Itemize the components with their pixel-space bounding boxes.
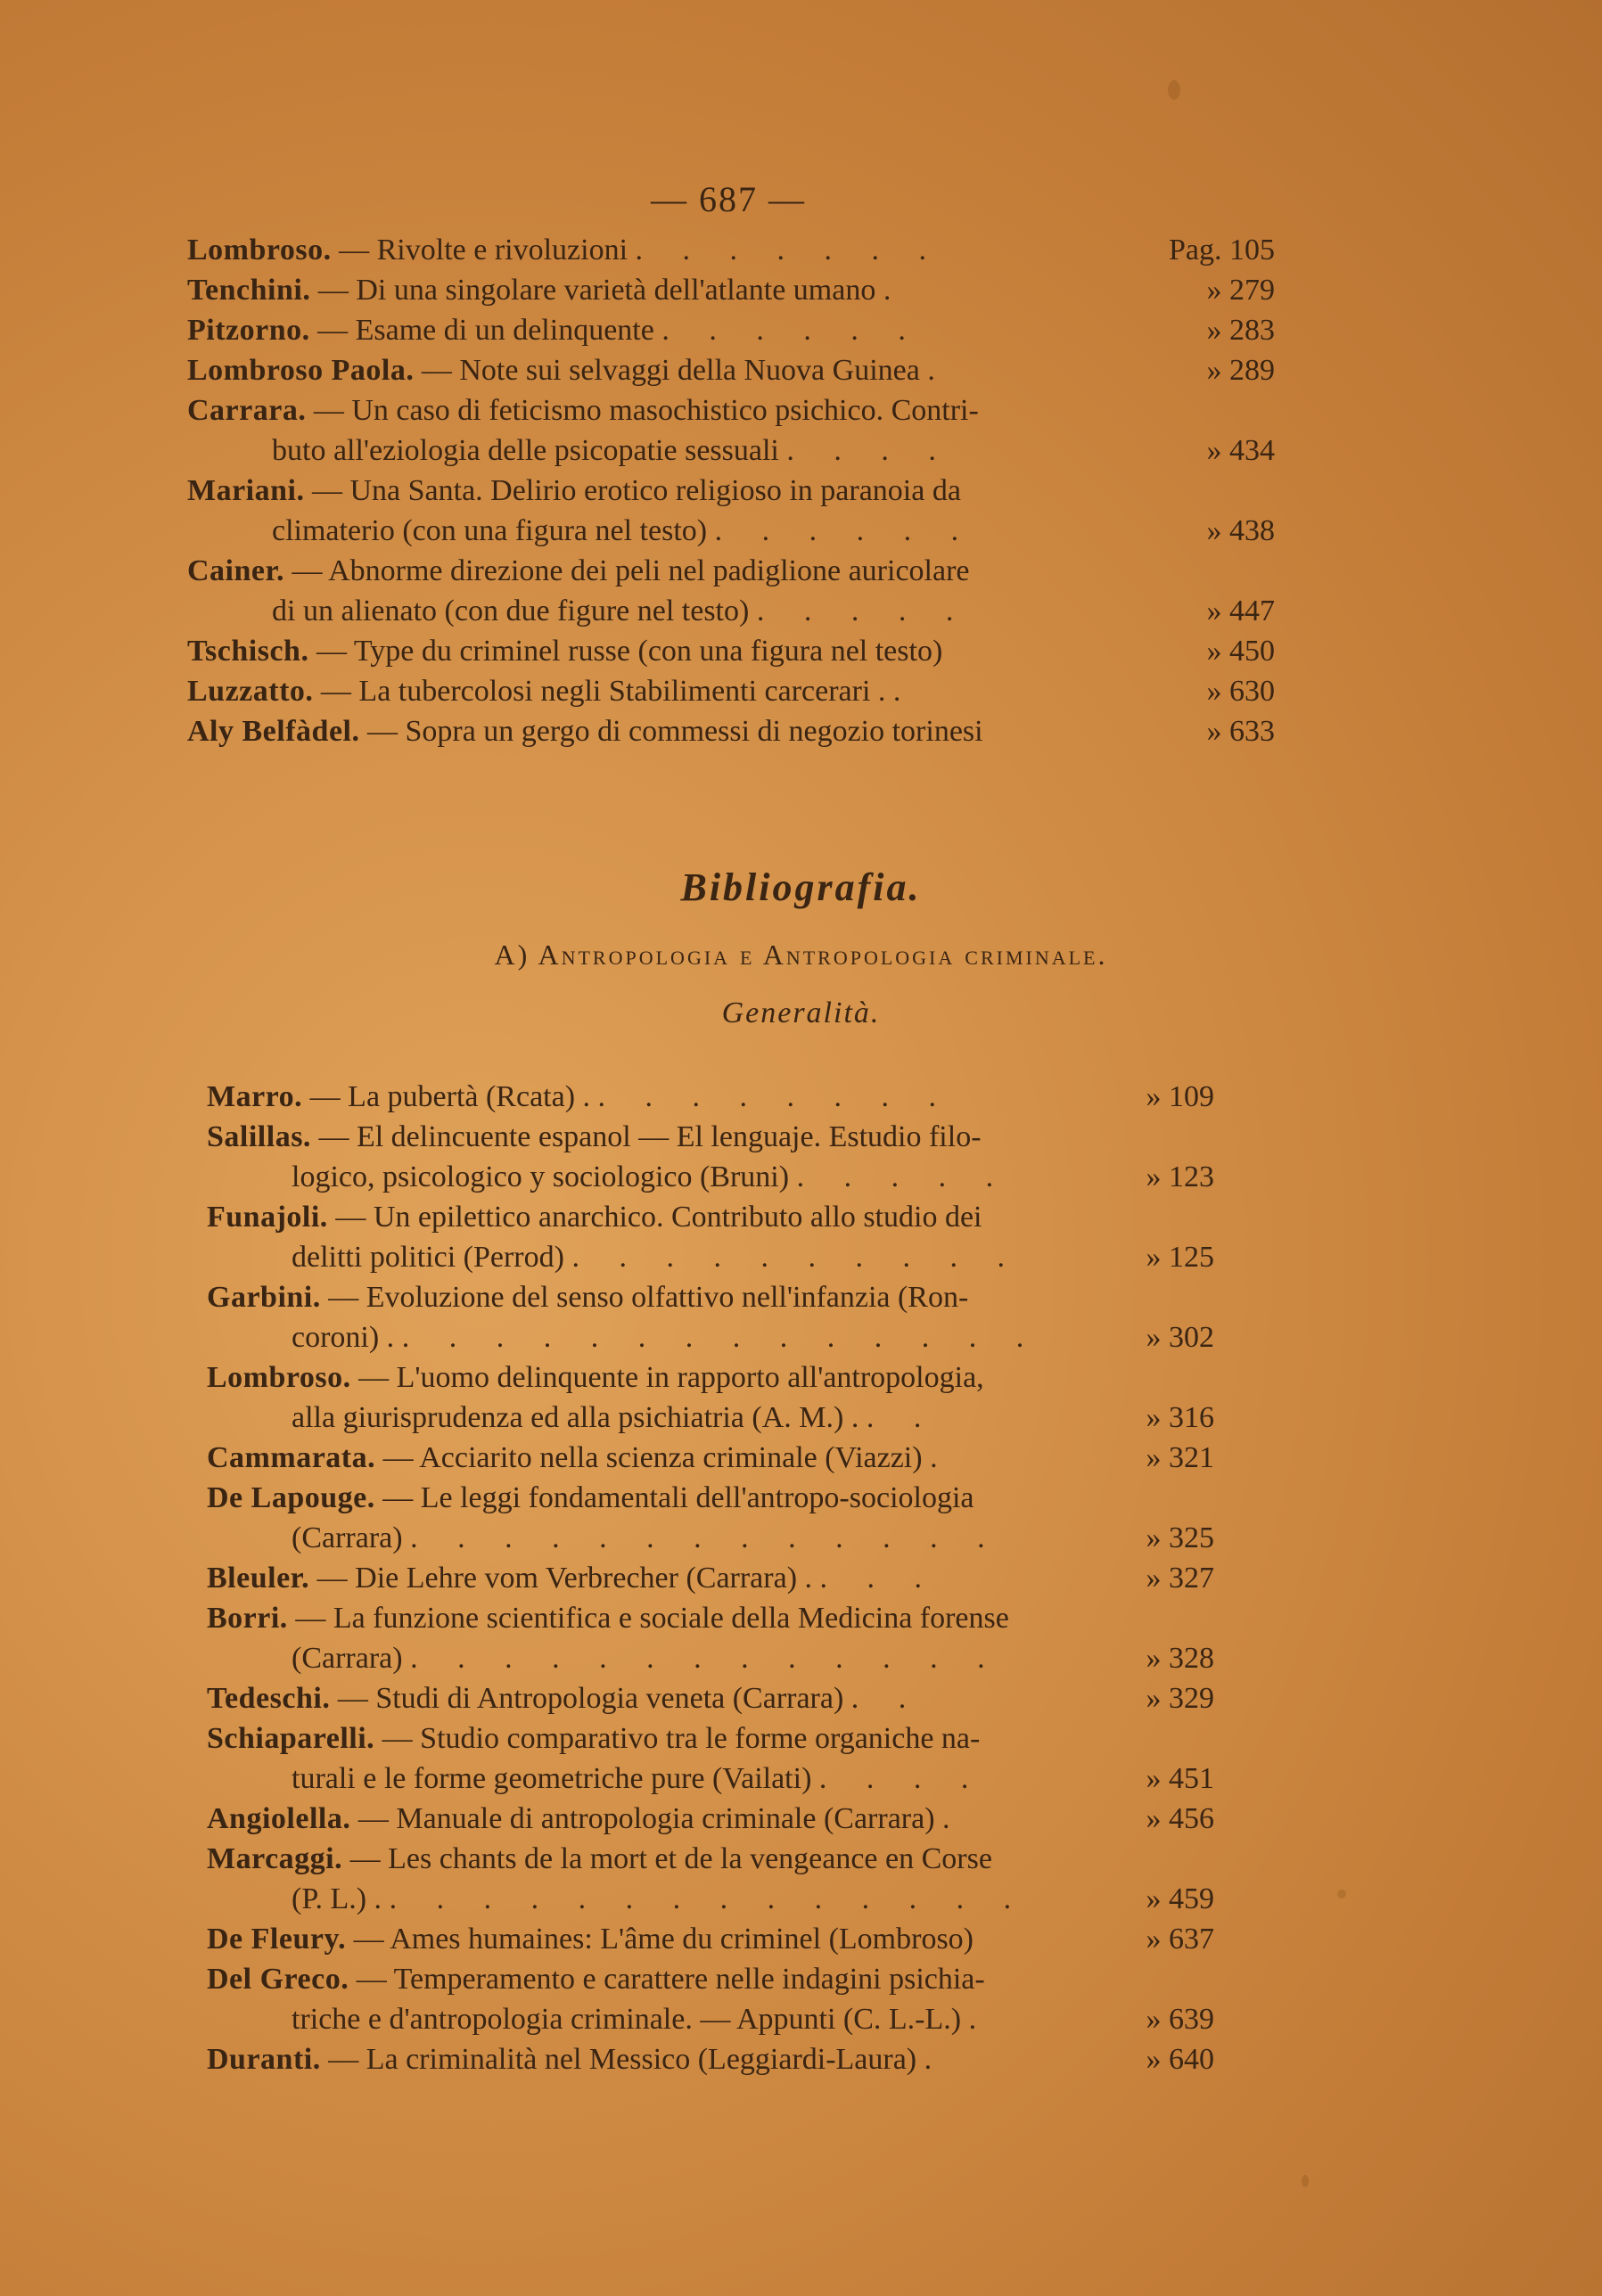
page-ref: » 434 (1206, 434, 1275, 467)
entry-title: — El delincuente espanol — El lenguaje. Estudio filo- (318, 1120, 982, 1153)
page-ref: » 451 (1146, 1762, 1214, 1795)
entry-title: — Temperamento e carattere nelle indagini psichia- (356, 1963, 985, 1996)
leader-dots: . (930, 1441, 954, 1474)
entry-author: Tenchini. (187, 274, 311, 307)
leader-dots: . . . . (786, 434, 952, 467)
bibliography-entry (207, 1799, 1214, 1839)
page-ref: » 329 (1146, 1682, 1214, 1715)
entry-title-cont: logico, psicologico y sociologico (Bruni) (292, 1160, 790, 1193)
entry-title: — Studio comparativo tra le forme organiche na- (382, 1722, 981, 1755)
leader-dots: . . . . . . (714, 514, 975, 547)
page-ref: » 123 (1146, 1160, 1214, 1193)
page-ref: » 289 (1206, 354, 1275, 387)
page-ref: » 125 (1146, 1241, 1214, 1274)
page-ref: » 328 (1146, 1642, 1214, 1675)
entry-title: — La criminalità nel Messico (Leggiardi-Laura) (328, 2043, 917, 2076)
page-ref: » 279 (1206, 274, 1275, 307)
contents-entry (187, 471, 1275, 551)
leader-dots: . . . . . (756, 594, 970, 627)
leader-dots: . . . . . . . . . . . . . (410, 1521, 1001, 1554)
entry-author: Schiaparelli. (207, 1722, 375, 1755)
entry-author: Aly Belfàdel. (187, 715, 360, 748)
page-ref: » 321 (1146, 1441, 1214, 1474)
leader-dots: . (883, 274, 908, 307)
entry-title: — Le leggi fondamentali dell'antropo-sociologia (382, 1481, 974, 1514)
entry-title: — Di una singolare varietà dell'atlante umano (317, 274, 876, 307)
bibliography-entry (207, 1357, 1214, 1438)
bibliography-entry (207, 1919, 1214, 1959)
page-ref: » 327 (1146, 1562, 1214, 1595)
entry-title: — Manuale di antropologia criminale (Carrara) . (357, 1802, 950, 1835)
bibliography-entry (207, 1598, 1214, 1678)
leader-dots: . . . . . (796, 1160, 1010, 1193)
contents-entry (187, 310, 1275, 350)
bibliography-entry (207, 2039, 1214, 2079)
page-ref: » 459 (1146, 1882, 1214, 1915)
entry-title: — Acciarito nella scienza criminale (Viazzi) (382, 1441, 923, 1474)
leader-dots: . . . . . . . . . . . . . . (401, 1321, 1040, 1354)
bibliography-entry (207, 1197, 1214, 1277)
section-title: Bibliografia. (680, 865, 922, 909)
leader-dots: . . . . (818, 1762, 985, 1795)
entry-title-cont: (Carrara) (292, 1642, 403, 1675)
leader-dots: . . . . . . . . . . (571, 1241, 1021, 1274)
entry-author: Tschisch. (187, 635, 309, 668)
paper-stain (1337, 1890, 1346, 1898)
page-ref: » 637 (1146, 1923, 1214, 1956)
entry-author: Del Greco. (207, 1963, 349, 1996)
contents-entry (187, 230, 1275, 270)
page-ref: » 283 (1206, 314, 1275, 347)
entry-author: Cammarata. (207, 1441, 376, 1474)
contents-list (187, 230, 1275, 751)
contents-entry (187, 711, 1275, 751)
entry-title: — Esame di un delinquente (317, 314, 654, 347)
bibliography-list (207, 1077, 1214, 2079)
entry-title-cont: climaterio (con una figura nel testo) (272, 514, 708, 547)
page-ref: » 633 (1206, 715, 1275, 748)
leader-dots: . . . . . . (661, 314, 922, 347)
entry-title: — Un epilettico anarchico. Contributo allo studio dei (335, 1201, 982, 1234)
subsubsection-title: Generalità. (721, 996, 881, 1029)
entry-author: Marcaggi. (207, 1842, 343, 1875)
page-ref: » 640 (1146, 2043, 1214, 2076)
entry-title: — Les chants de la mort et de la vengeance en Corse (349, 1842, 992, 1875)
leader-dots: . (924, 2043, 949, 2076)
entry-author: De Fleury. (207, 1923, 347, 1956)
entry-author: Salillas. (207, 1120, 311, 1153)
entry-author: De Lapouge. (207, 1481, 375, 1514)
entry-author: Lombroso. (187, 234, 332, 266)
page-ref: » 447 (1206, 594, 1275, 627)
entry-author: Carrara. (187, 394, 307, 427)
entry-author: Luzzatto. (187, 675, 314, 708)
leader-dots: . (892, 675, 917, 708)
entry-title: — L'uomo delinquente in rapporto all'antropologia, (358, 1361, 984, 1394)
bibliography-entry (207, 1478, 1214, 1558)
bibliography-entry (207, 1438, 1214, 1478)
entry-author: Duranti. (207, 2043, 321, 2076)
entry-title-cont: coroni) . (292, 1321, 395, 1354)
page-ref: » 109 (1146, 1080, 1214, 1113)
page-ref: » 438 (1206, 514, 1275, 547)
leader-dots: . . . . . . . . . . . . . (410, 1642, 1001, 1675)
entry-title: — Rivolte e rivoluzioni (339, 234, 628, 266)
entry-title: — La pubertà (Rcata) . (309, 1080, 591, 1113)
entry-author: Pitzorno. (187, 314, 310, 347)
entry-title-cont: (P. L.) . (292, 1882, 382, 1915)
page-ref: » 639 (1146, 2003, 1214, 2036)
entry-title: — Un caso di feticismo masochistico psichico. Contri- (313, 394, 979, 427)
entry-title: — Studi di Antropologia veneta (Carrara) (337, 1682, 844, 1715)
entry-title: — Ames humaines: L'âme du criminel (Lombroso) (353, 1923, 974, 1956)
entry-author: Mariani. (187, 474, 305, 507)
subsection-title: A) Antropologia e Antropologia criminale. (494, 939, 1108, 971)
paper-stain (1302, 2175, 1309, 2187)
entry-author: Cainer. (187, 554, 284, 587)
contents-entry (187, 631, 1275, 671)
page-ref: » 450 (1206, 635, 1275, 668)
entry-author: Bleuler. (207, 1562, 310, 1595)
entry-title-cont: alla giurisprudenza ed alla psichiatria (A. M.) . (292, 1401, 859, 1434)
leader-dots: . . . . . . . . (597, 1080, 953, 1113)
leader-dots: . . (866, 1401, 938, 1434)
contents-entry (187, 551, 1275, 631)
leader-dots: . . . . . . . (635, 234, 943, 266)
entry-title: — Type du criminel russe (con una figura nel testo) (316, 635, 943, 668)
bibliography-entry (207, 1277, 1214, 1357)
bibliography-entry (207, 1558, 1214, 1598)
entry-author: Garbini. (207, 1281, 321, 1314)
entry-title-cont: buto all'eziologia delle psicopatie sessuali (272, 434, 779, 467)
page-ref: » 302 (1146, 1321, 1214, 1354)
entry-title: — Note sui selvaggi della Nuova Guinea (421, 354, 920, 387)
entry-title: — La funzione scientifica e sociale della Medicina forense (295, 1602, 1009, 1635)
bibliography-entry (207, 1117, 1214, 1197)
contents-entry (187, 270, 1275, 310)
leader-dots: . . . (819, 1562, 939, 1595)
bibliography-entry (207, 1959, 1214, 2039)
leader-dots: . (927, 354, 951, 387)
entry-title: — Sopra un gergo di commessi di negozio torinesi (366, 715, 983, 748)
leader-dots: . . . . . . . . . . . . . . (389, 1882, 1028, 1915)
bibliography-entry (207, 1718, 1214, 1799)
page-ref: » 456 (1146, 1802, 1214, 1835)
entry-title-cont: triche e d'antropologia criminale. — Appunti (C. L.-L.) . (292, 2003, 977, 2036)
entry-title-cont: (Carrara) (292, 1521, 403, 1554)
contents-entry (187, 390, 1275, 471)
entry-title-cont: di un alienato (con due figure nel testo) (272, 594, 750, 627)
entry-title: — Die Lehre vom Verbrecher (Carrara) . (316, 1562, 813, 1595)
paper-stain (1168, 80, 1180, 100)
page-ref: » 316 (1146, 1401, 1214, 1434)
entry-author: Funajoli. (207, 1201, 328, 1234)
bibliography-entry (207, 1678, 1214, 1718)
entry-title-cont: turali e le forme geometriche pure (Vailati) (292, 1762, 812, 1795)
entry-author: Marro. (207, 1080, 303, 1113)
page-ref: » 325 (1146, 1521, 1214, 1554)
page-ref: » 630 (1206, 675, 1275, 708)
entry-title: — Abnorme direzione dei peli nel padiglione auricolare (292, 554, 970, 587)
contents-entry (187, 350, 1275, 390)
entry-title-cont: delitti politici (Perrod) (292, 1241, 564, 1274)
page-ref: Pag. 105 (1169, 234, 1275, 266)
bibliography-entry (207, 1077, 1214, 1117)
contents-entry (187, 671, 1275, 711)
entry-title: — Evoluzione del senso olfattivo nell'infanzia (Ron- (328, 1281, 969, 1314)
bibliography-entry (207, 1839, 1214, 1919)
entry-author: Tedeschi. (207, 1682, 331, 1715)
entry-author: Lombroso. (207, 1361, 351, 1394)
entry-author: Borri. (207, 1602, 288, 1635)
entry-title: — La tubercolosi negli Stabilimenti carcerari . (320, 675, 886, 708)
entry-author: Lombroso Paola. (187, 354, 415, 387)
page-number: — 687 — (651, 179, 806, 219)
leader-dots: . . (850, 1682, 923, 1715)
entry-title: — Una Santa. Delirio erotico religioso in paranoia da (311, 474, 961, 507)
entry-author: Angiolella. (207, 1802, 351, 1835)
